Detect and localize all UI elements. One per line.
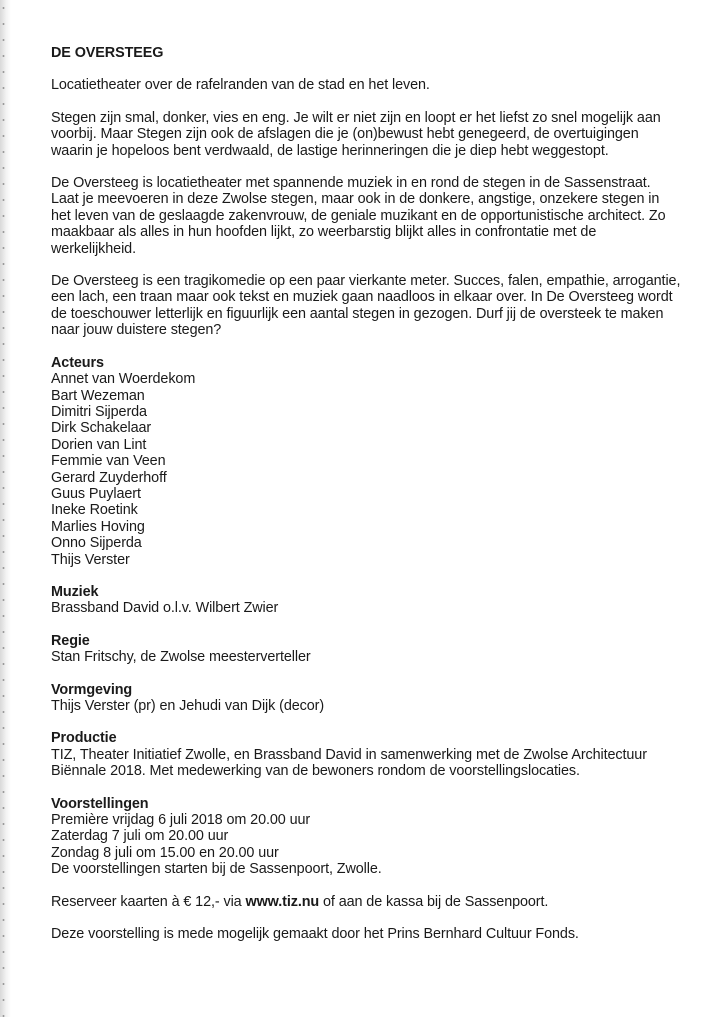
performance-line: Première vrijdag 6 juli 2018 om 20.00 uur [51,812,311,829]
actors-section [51,355,681,568]
website-link[interactable]: www.tiz.nu [245,893,320,910]
direction-section [51,633,681,666]
actor-name: Annet van Woerdekom [51,371,196,388]
actor-name: Dorien van Lint [51,436,147,453]
design-text: Thijs Verster (pr) en Jehudi van Dijk (decor) [51,698,325,714]
intro-paragraph: Stegen zijn smal, donker, vies en eng. Je wilt er niet zijn en loopt er het liefst zo snel mogelijk aan voorbij. Maar Stegen zijn ook de afslagen die je (on)bewust hebt genegeerd, de overtuigingen waarin je hopeloos bent verdwaald, de lastige herinneringen die je diep hebt weggestopt. [51,109,661,159]
actors-heading: Acteurs [51,354,104,371]
production-text: TIZ, Theater Initiatief Zwolle, en Brassband David in samenwerking met de Zwolse Architectuur Biënnale 2018. Met medewerking van de bewoners rondom de voorstellingslocaties. [51,746,647,780]
performances-heading: Voorstellingen [51,795,149,812]
music-heading: Muziek [51,583,99,600]
actor-name: Femmie van Veen [51,453,166,470]
music-section [51,584,681,617]
tagline: Locatietheater over de rafelranden van de stad en het leven. [51,77,430,94]
direction-text: Stan Fritschy, de Zwolse meesterverteller [51,649,311,666]
actor-name: Ineke Roetink [51,502,138,519]
direction-heading: Regie [51,632,90,649]
document-page [51,45,681,958]
document-title: DE OVERSTEEG [51,45,164,61]
reservation-text-before: Reserveer kaarten à € 12,- via [51,893,246,910]
tragicomedy-paragraph: De Oversteeg is een tragikomedie op een paar vierkante meter. Succes, falen, empathie, arrogantie, een lach, een traan maar ook tekst en muziek gaan naadloos in elkaar over. In De Oversteeg wordt de toeschouwer letterlijk en figuurlijk een aantal stegen in gezogen. Durf jij de oversteek te maken naar jouw duistere stegen? [51,273,681,339]
production-section [51,730,681,779]
production-heading: Productie [51,730,117,747]
reservation-text-after: of aan de kassa bij de Sassenpoort. [319,893,549,910]
actor-name: Dirk Schakelaar [51,420,152,437]
actor-name: Marlies Hoving [51,518,145,535]
sponsor-line: Deze voorstelling is mede mogelijk gemaakt door het Prins Bernhard Cultuur Fonds. [51,926,579,943]
performance-line: Zaterdag 7 juli om 20.00 uur [51,828,229,845]
performance-line: De voorstellingen starten bij de Sassenpoort, Zwolle. [51,861,382,878]
reservation-line [51,894,681,910]
actor-name: Onno Sijperda [51,535,142,552]
actor-name: Gerard Zuyderhoff [51,469,167,486]
performance-line: Zondag 8 juli om 15.00 en 20.00 uur [51,844,279,861]
performances-section [51,796,681,878]
actor-name: Guus Puylaert [51,485,141,502]
binding-holes [2,0,5,1017]
actor-name: Thijs Verster [51,551,130,568]
music-text: Brassband David o.l.v. Wilbert Zwier [51,600,279,617]
design-heading: Vormgeving [51,681,133,698]
actor-name: Bart Wezeman [51,387,145,404]
actor-name: Dimitri Sijperda [51,403,147,420]
design-section [51,682,681,715]
description-paragraph: De Oversteeg is locatietheater met spannende muziek in en rond de stegen in de Sassenstraat. Laat je meevoeren in deze Zwolse stegen, maar ook in de donkere, angstige, onzekere stegen in het leven van de geslaagde zakenvrouw, de geniale muzikant en de opportunistische architect. Zo maakbaar als alles in hun hoofden lijkt, zo weerbarstig blijkt alles in confrontatie met de werkelijkheid. [51,175,666,257]
